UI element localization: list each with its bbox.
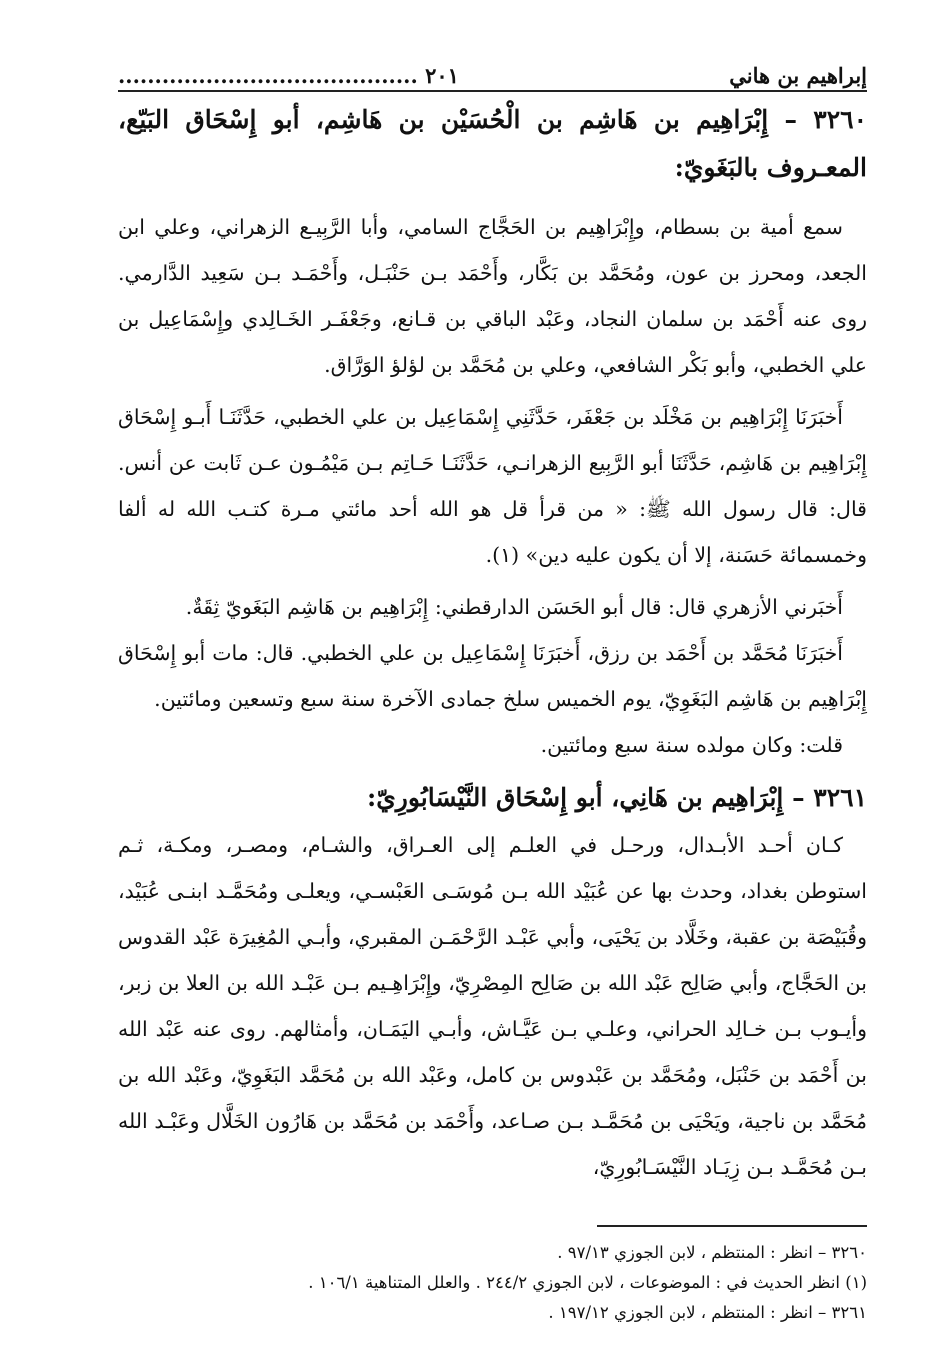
paragraph: أَخبَرَنَا إِبْرَاهِيم بن مَخْلَد بن جَعْفَر، حَدَّثَنِي إِسْمَاعِيل بن علي الخطبي، حَدَّثَنَـا أَبـو إِسْحَاق إِبْرَاهِيم بن هَاشِم، حَدَّثَنَا أبو الرَّبِيع الزهرانـي، حَدَّثَنَـا حَـاتِم بـن مَيْمُـون عـن ثَابت عن أنس. قال: قال رسول الله ﷺ: « من قرأ قل هو الله أحد مائتي مـرة كتـب الله له ألفا وخمسمائة حَسَنة، إلا أن يكون عليه دين» (١).: [118, 405, 867, 567]
footnote: ٣٢٦١ – انظر : المنتظم ، لابن الجوزي ١٩٧/١٢ .: [548, 1303, 867, 1322]
footnote-divider: [597, 1225, 867, 1227]
paragraph: أَخبَرني الأزهري قال: قال أبو الحَسَن الدارقطني: إِبْرَاهِيم بن هَاشِم البَغَويّ ثِقَةٌ.: [185, 595, 843, 619]
footnote: (١) انظر الحديث في : الموضوعات ، لابن الجوزي ٢٤٤/٢ . والعلل المتناهية ١٠٦/١ .: [308, 1273, 867, 1292]
running-title: إبراهيم بن هاني: [729, 63, 867, 88]
paragraph: سمع أمية بن بسطام، وإِبْرَاهِيم بن الحَجَّاج السامي، وأبا الرَّبِيـع الزهراني، وعلي ابن الجعد، ومحرز بن عون، ومُحَمَّد بن بَكَّار، وأَحْمَد بـن حَنْبَـل، وأَحْمَـد بـن سَعِيد الدَّارمي. روى عنه أَحْمَد بن سلمان النجاد، وعَبْد الباقي بن قـانع، وجَعْفَـر الخَـالِدي وإِسْمَاعِيل بن علي الخطبي، وأبو بَكْر الشافعي، وعلي بن مُحَمَّد بن لؤلؤ الوَرَّاق.: [118, 215, 867, 377]
entry-title: ٣٢٦٠ – إِبْرَاهِيم بن هَاشِم بن الْحُسَيْن بن هَاشِم، أبو إِسْحَاق البَيّع، المعـروف بالبَغَويّ:: [118, 105, 867, 182]
running-header: [118, 52, 867, 92]
entry-title: ٣٢٦١ – إِبْرَاهِيم بن هَانِي، أبو إِسْحَاق النَّيْسَابُورِيّ:: [367, 783, 867, 812]
paragraph: أَخبَرَنَا مُحَمَّد بن أَحْمَد بن رزق، أَخبَرَنَا إِسْمَاعِيل بن علي الخطبي. قال: مات أبو إِسْحَاق إِبْرَاهِيم بن هَاشِم البَغَوِيّ، يوم الخميس سلخ جمادى الآخرة سنة سبع وتسعين ومائتين.: [118, 641, 867, 711]
footnote: ٣٢٦٠ – انظر : المنتظم ، لابن الجوزي ٩٧/١٣ .: [557, 1243, 867, 1262]
footnotes: [118, 1238, 867, 1328]
page-number: ٢٠١ .........................................: [118, 63, 459, 88]
paragraph: قلت: وكان مولده سنة سبع ومائتين.: [540, 733, 843, 757]
main-text: [118, 96, 867, 1190]
paragraph: كـان أحـد الأبـدال، ورحـل في العلـم إلى العـراق، والشـام، ومصـر، ومكـة، ثـم استوطن بغداد، وحدث بها عن عُبَيْد الله بـن مُوسَـى العَبْسـي، ويعلـى ومُحَمَّـد ابنـى عُبَيْد، وقُبَيْصَة بن عقبة، وخَلَّاد بن يَحْيَى، وأبي عَبْـد الرَّحْمَـن المقبري، وأبـي المُغِيرَة عَبْد القدوس بن الحَجَّاج، وأبي صَالِح عَبْد الله بن صَالِح المِصْرِيّ، وإِبْرَاهِـيم بـن عَبْـد الله بن العلا بن زبر، وأيـوب بـن خـالِد الحراني، وعلـي بـن عَيَّـاش، وأبـي اليَمَـان، وأمثالهم. روى عنه عَبْد الله بن أَحْمَد بن حَنْبَل، ومُحَمَّد بن عَبْدوس بن كامل، وعَبْد الله بن مُحَمَّد البَغَوِيّ، وعَبْد الله بن مُحَمَّد بن ناجية، ويَحْيَى بن مُحَمَّـد بـن صـاعد، وأَحْمَد بن مُحَمَّد بن هَارُون الخَلَّال وعَبْـد الله بـن مُحَمَّـد بـن زِيَـاد النَّيْسَـابُورِيّ،: [118, 833, 867, 1179]
